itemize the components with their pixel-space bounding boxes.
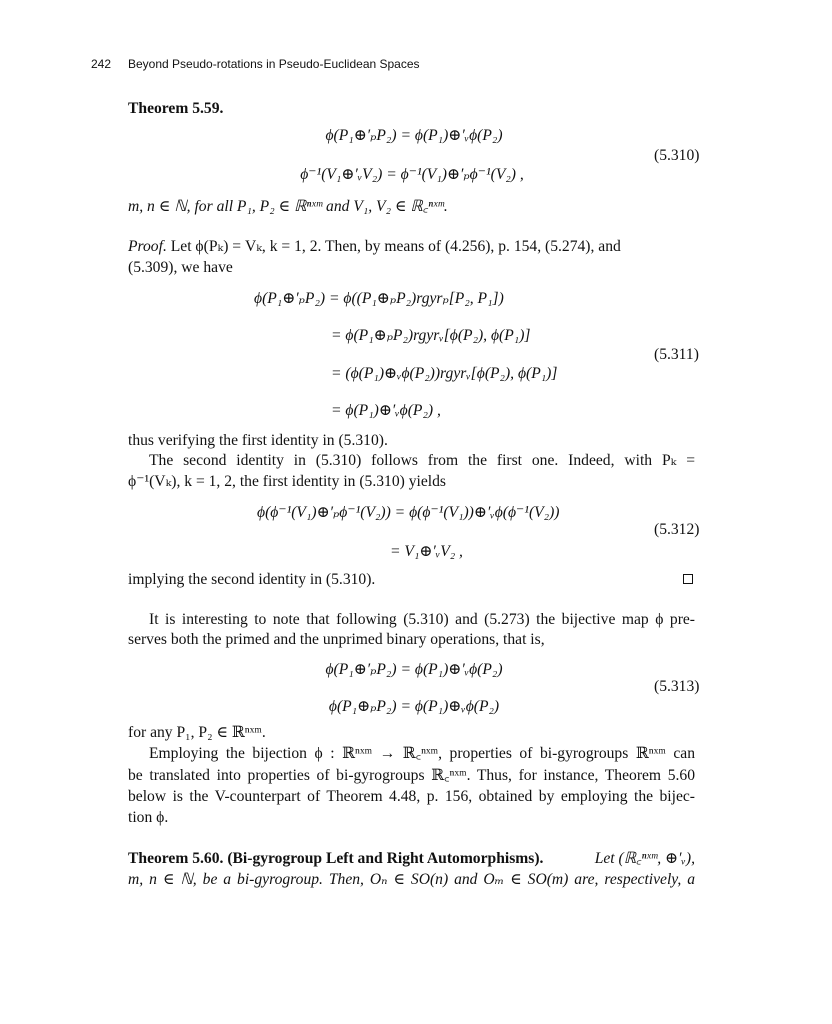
equation-line: = V₁⊕′ᵥV₂ , bbox=[390, 543, 463, 560]
equation-line: ϕ(ϕ⁻¹(V₁)⊕′ₚϕ⁻¹(V₂)) = ϕ(ϕ⁻¹(V₁))⊕′ᵥϕ(ϕ⁻¹(V₂)) bbox=[257, 504, 560, 521]
equation-number: (5.312) bbox=[654, 521, 700, 538]
theorem-title: Theorem 5.60. (Bi-gyrogroup Left and Right Automorphisms). bbox=[128, 850, 544, 867]
text-line: The second identity in (5.310) follows from the first one. Indeed, with Pₖ = bbox=[149, 452, 695, 469]
equation-line: = (ϕ(P₁)⊕ᵥϕ(P₂))rgyrᵥ[ϕ(P₂), ϕ(P₁)] bbox=[331, 365, 558, 382]
equation-line: ϕ⁻¹(V₁⊕′ᵥV₂) = ϕ⁻¹(V₁)⊕′ₚϕ⁻¹(V₂) , bbox=[300, 166, 524, 183]
equation-number: (5.311) bbox=[654, 346, 699, 363]
equation-line: ϕ(P₁⊕ₚP₂) = ϕ(P₁)⊕ᵥϕ(P₂) bbox=[328, 698, 500, 715]
equation-line: = ϕ(P₁⊕ₚP₂)rgyrᵥ[ϕ(P₂), ϕ(P₁)] bbox=[331, 327, 531, 344]
theorem-title: Theorem 5.59. bbox=[128, 100, 224, 117]
text-line: ϕ⁻¹(Vₖ), k = 1, 2, the first identity in (5.310) yields bbox=[128, 473, 446, 490]
text-line: tion ϕ. bbox=[128, 809, 169, 826]
equation-number: (5.310) bbox=[654, 147, 700, 164]
text-line: serves both the primed and the unprimed binary operations, that is, bbox=[128, 631, 545, 648]
text-line: implying the second identity in (5.310). bbox=[128, 571, 376, 588]
text-line: It is interesting to note that following (5.310) and (5.273) the bijective map ϕ pre- bbox=[149, 611, 695, 628]
proof-line bbox=[128, 237, 621, 257]
text-line: below is the V-counterpart of Theorem 4.48, p. 156, obtained by employing the bijec- bbox=[128, 788, 695, 805]
qed-square-icon bbox=[683, 574, 693, 584]
theorem-text: Let (ℝ꜀ⁿˣᵐ, ⊕′ᵥ), bbox=[594, 850, 695, 867]
equation-line: = ϕ(P₁)⊕′ᵥϕ(P₂) , bbox=[331, 402, 441, 419]
proof-label: Proof. bbox=[128, 238, 167, 255]
equation-number: (5.313) bbox=[654, 678, 700, 695]
proof-text: Let ϕ(Pₖ) = Vₖ, k = 1, 2. Then, by means of (4.256), p. 154, (5.274), and bbox=[170, 238, 621, 255]
proof-line: (5.309), we have bbox=[128, 259, 233, 276]
theorem-condition: m, n ∈ ℕ, for all P₁, P₂ ∈ ℝⁿˣᵐ and V₁, V₂ ∈ ℝ꜀ⁿˣᵐ. bbox=[128, 198, 448, 215]
text-line: thus verifying the first identity in (5.310). bbox=[128, 432, 388, 449]
equation-line: ϕ(P₁⊕′ₚP₂) = ϕ(P₁)⊕′ᵥϕ(P₂) bbox=[325, 127, 503, 144]
page-number: 242 bbox=[91, 57, 112, 71]
text-line: Employing the bijection ϕ : ℝⁿˣᵐ → ℝ꜀ⁿˣᵐ, properties of bi-gyrogroups ℝⁿˣᵐ can bbox=[149, 745, 695, 762]
equation-line: ϕ(P₁⊕′ₚP₂) = ϕ((P₁⊕ₚP₂)rgyrₚ[P₂, P₁]) bbox=[254, 290, 504, 307]
text-line: for any P₁, P₂ ∈ ℝⁿˣᵐ. bbox=[128, 724, 266, 741]
running-title: Beyond Pseudo-rotations in Pseudo-Euclidean Spaces bbox=[128, 57, 420, 71]
theorem-heading-line bbox=[128, 849, 695, 869]
theorem-text: m, n ∈ ℕ, be a bi-gyrogroup. Then, Oₙ ∈ SO(n) and Oₘ ∈ SO(m) are, respectively, a bbox=[128, 871, 695, 888]
equation-line: ϕ(P₁⊕′ₚP₂) = ϕ(P₁)⊕′ᵥϕ(P₂) bbox=[325, 661, 503, 678]
text-line: be translated into properties of bi-gyrogroups ℝ꜀ⁿˣᵐ. Thus, for instance, Theorem 5.60 bbox=[128, 767, 695, 784]
